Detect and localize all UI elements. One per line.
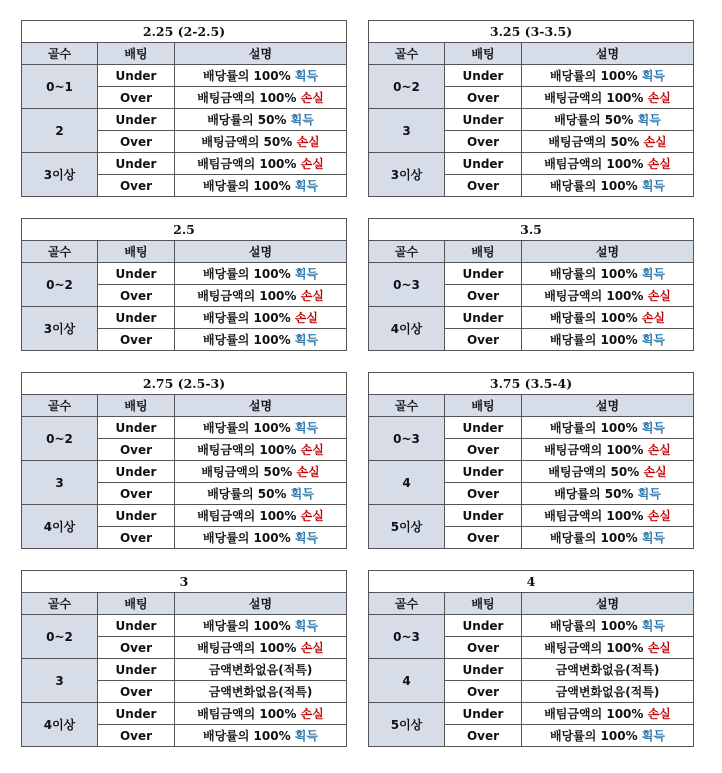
bet-type-cell: Over — [98, 527, 175, 549]
bet-type-cell: Under — [445, 65, 522, 87]
bet-type-cell: Over — [445, 637, 522, 659]
column-header: 배팅 — [98, 241, 175, 263]
loss-label: 손실 — [300, 707, 324, 721]
bet-type-cell: Over — [98, 725, 175, 747]
gain-label: 획득 — [641, 267, 665, 281]
goal-count-cell: 5이상 — [369, 703, 445, 747]
description-cell — [522, 307, 694, 329]
description-text: 배당률의 100% — [203, 333, 295, 347]
bet-type-cell: Over — [445, 131, 522, 153]
description-text: 금액변화없음(적특) — [208, 663, 313, 677]
column-header: 배팅 — [98, 43, 175, 65]
loss-label: 손실 — [300, 91, 324, 105]
description-text: 배팅금액의 50% — [548, 465, 644, 479]
gain-label: 획득 — [290, 487, 314, 501]
description-text: 배당률의 100% — [203, 421, 295, 435]
column-header: 설명 — [175, 241, 347, 263]
description-cell — [522, 417, 694, 439]
description-cell — [522, 483, 694, 505]
description-text: 배당률의 100% — [203, 619, 295, 633]
bet-type-cell: Under — [445, 307, 522, 329]
description-text: 배당률의 100% — [203, 267, 295, 281]
description-cell — [522, 153, 694, 175]
description-cell — [522, 109, 694, 131]
bet-type-cell: Under — [445, 505, 522, 527]
description-text: 배팅금액의 100% — [544, 641, 648, 655]
column-header: 설명 — [522, 241, 694, 263]
gain-label: 획득 — [294, 531, 318, 545]
bet-type-cell: Under — [98, 65, 175, 87]
description-cell — [522, 615, 694, 637]
table-title: 3.25 (3-3.5) — [369, 21, 694, 43]
loss-label: 손실 — [300, 157, 324, 171]
gain-label: 획득 — [294, 267, 318, 281]
loss-label: 손실 — [300, 443, 324, 457]
table-row — [22, 461, 347, 483]
table-row — [22, 153, 347, 175]
gain-label: 획득 — [294, 333, 318, 347]
goal-count-cell: 4이상 — [22, 505, 98, 549]
description-text: 배당률의 100% — [203, 729, 295, 743]
handicap-table — [21, 570, 347, 747]
description-cell — [175, 329, 347, 351]
column-header: 골수 — [22, 43, 98, 65]
bet-type-cell: Under — [445, 703, 522, 725]
loss-label: 손실 — [300, 509, 324, 523]
bet-type-cell: Under — [445, 153, 522, 175]
description-text: 배팅금액의 100% — [197, 641, 301, 655]
bet-type-cell: Under — [98, 109, 175, 131]
table-row — [369, 417, 694, 439]
bet-type-cell: Over — [445, 681, 522, 703]
goal-count-cell: 0~2 — [22, 615, 98, 659]
goal-count-cell: 0~3 — [369, 263, 445, 307]
goal-count-cell: 3이상 — [22, 153, 98, 197]
bet-type-cell: Under — [445, 417, 522, 439]
description-cell — [522, 131, 694, 153]
description-text: 배팅금액의 100% — [544, 91, 648, 105]
table-row — [22, 65, 347, 87]
table-title: 2.5 — [22, 219, 347, 241]
description-cell — [175, 725, 347, 747]
description-text: 배당률의 50% — [554, 113, 638, 127]
description-text: 배당률의 50% — [207, 113, 291, 127]
column-header: 배팅 — [98, 593, 175, 615]
description-cell — [175, 263, 347, 285]
description-cell — [175, 439, 347, 461]
loss-label: 손실 — [296, 135, 320, 149]
bet-type-cell: Over — [98, 285, 175, 307]
description-text: 배팀금액의 100% — [197, 509, 301, 523]
bet-type-cell: Over — [98, 329, 175, 351]
description-cell — [175, 65, 347, 87]
goal-count-cell: 5이상 — [369, 505, 445, 549]
description-text: 금액변화없음(적특) — [555, 685, 660, 699]
column-header: 배팅 — [445, 241, 522, 263]
column-header: 골수 — [369, 241, 445, 263]
bet-type-cell: Under — [98, 615, 175, 637]
description-cell — [175, 153, 347, 175]
gain-label: 획득 — [641, 333, 665, 347]
description-cell — [522, 703, 694, 725]
bet-type-cell: Under — [445, 263, 522, 285]
description-cell — [522, 461, 694, 483]
handicap-table — [368, 372, 694, 549]
bet-type-cell: Over — [98, 131, 175, 153]
bet-type-cell: Over — [98, 483, 175, 505]
gain-label: 획득 — [641, 179, 665, 193]
description-text: 배팀금액의 100% — [544, 509, 648, 523]
goal-count-cell: 3이상 — [369, 153, 445, 197]
bet-type-cell: Under — [98, 263, 175, 285]
gain-label: 획득 — [641, 531, 665, 545]
goal-count-cell: 0~3 — [369, 417, 445, 461]
loss-label: 손실 — [647, 641, 671, 655]
description-cell — [522, 175, 694, 197]
goal-count-cell: 4 — [369, 461, 445, 505]
description-cell — [522, 285, 694, 307]
description-text: 배당률의 100% — [203, 179, 295, 193]
loss-label: 손실 — [296, 465, 320, 479]
description-text: 배당률의 100% — [550, 531, 642, 545]
description-text: 배당률의 100% — [550, 69, 642, 83]
description-text: 배팅금액의 100% — [544, 443, 648, 457]
bet-type-cell: Over — [445, 725, 522, 747]
table-row — [22, 109, 347, 131]
description-text: 배팅금액의 100% — [197, 443, 301, 457]
description-cell — [522, 263, 694, 285]
goal-count-cell: 3 — [369, 109, 445, 153]
loss-label: 손실 — [300, 641, 324, 655]
gain-label: 획득 — [637, 487, 661, 501]
bet-type-cell: Under — [98, 461, 175, 483]
description-cell — [175, 505, 347, 527]
description-text: 배당률의 100% — [550, 421, 642, 435]
bet-type-cell: Under — [445, 109, 522, 131]
gain-label: 획득 — [641, 619, 665, 633]
description-cell — [522, 87, 694, 109]
table-row — [22, 659, 347, 681]
table-row — [22, 263, 347, 285]
description-text: 배팅금액의 100% — [197, 91, 301, 105]
bet-type-cell: Over — [445, 439, 522, 461]
description-cell — [522, 439, 694, 461]
bet-type-cell: Under — [98, 307, 175, 329]
description-text: 배당률의 100% — [550, 179, 642, 193]
description-text: 배당률의 100% — [203, 69, 295, 83]
description-text: 배팅금액의 100% — [197, 289, 301, 303]
description-cell — [522, 681, 694, 703]
goal-count-cell: 0~2 — [22, 263, 98, 307]
bet-type-cell: Over — [98, 439, 175, 461]
gain-label: 획득 — [641, 421, 665, 435]
description-text: 배팅금액의 50% — [201, 465, 297, 479]
column-header: 설명 — [522, 395, 694, 417]
bet-type-cell: Under — [445, 461, 522, 483]
description-cell — [522, 637, 694, 659]
description-text: 배팀금액의 100% — [197, 707, 301, 721]
loss-label: 손실 — [647, 91, 671, 105]
description-text: 배당률의 100% — [203, 311, 295, 325]
bet-type-cell: Under — [98, 659, 175, 681]
description-cell — [175, 175, 347, 197]
column-header: 설명 — [522, 43, 694, 65]
description-cell — [522, 659, 694, 681]
table-row — [369, 615, 694, 637]
description-cell — [175, 615, 347, 637]
gain-label: 획득 — [641, 69, 665, 83]
goal-count-cell: 3이상 — [22, 307, 98, 351]
loss-label: 손실 — [641, 311, 665, 325]
column-header: 골수 — [369, 395, 445, 417]
goal-count-cell: 0~2 — [369, 65, 445, 109]
loss-label: 손실 — [643, 465, 667, 479]
goal-count-cell: 4이상 — [369, 307, 445, 351]
description-text: 금액변화없음(적특) — [555, 663, 660, 677]
handicap-table — [368, 20, 694, 197]
goal-count-cell: 4 — [369, 659, 445, 703]
goal-count-cell: 0~1 — [22, 65, 98, 109]
description-cell — [175, 461, 347, 483]
bet-type-cell: Over — [445, 175, 522, 197]
table-row — [369, 703, 694, 725]
description-cell — [175, 131, 347, 153]
bet-type-cell: Over — [445, 285, 522, 307]
column-header: 설명 — [175, 593, 347, 615]
handicap-table — [21, 20, 347, 197]
column-header: 골수 — [369, 43, 445, 65]
table-row — [22, 307, 347, 329]
gain-label: 획득 — [294, 729, 318, 743]
description-cell — [175, 417, 347, 439]
loss-label: 손실 — [647, 443, 671, 457]
bet-type-cell: Under — [98, 703, 175, 725]
description-cell — [175, 307, 347, 329]
handicap-table — [21, 218, 347, 351]
description-text: 배당률의 50% — [207, 487, 291, 501]
goal-count-cell: 3 — [22, 461, 98, 505]
table-row — [22, 703, 347, 725]
description-text: 배팀금액의 100% — [544, 157, 648, 171]
bet-type-cell: Under — [98, 505, 175, 527]
description-cell — [175, 703, 347, 725]
gain-label: 획득 — [637, 113, 661, 127]
table-row — [369, 461, 694, 483]
loss-label: 손실 — [643, 135, 667, 149]
table-title: 2.75 (2.5-3) — [22, 373, 347, 395]
table-row — [369, 659, 694, 681]
gain-label: 획득 — [294, 69, 318, 83]
table-row — [369, 307, 694, 329]
description-cell — [522, 527, 694, 549]
description-cell — [175, 109, 347, 131]
column-header: 배팅 — [445, 395, 522, 417]
description-text: 배팀금액의 100% — [544, 707, 648, 721]
table-title: 3.5 — [369, 219, 694, 241]
bet-type-cell: Over — [445, 527, 522, 549]
column-header: 골수 — [369, 593, 445, 615]
column-header: 설명 — [175, 43, 347, 65]
column-header: 설명 — [522, 593, 694, 615]
description-cell — [522, 65, 694, 87]
description-text: 배당률의 50% — [554, 487, 638, 501]
description-cell — [522, 329, 694, 351]
goal-count-cell: 0~3 — [369, 615, 445, 659]
gain-label: 획득 — [290, 113, 314, 127]
description-text: 배당률의 100% — [550, 267, 642, 281]
goal-count-cell: 4이상 — [22, 703, 98, 747]
table-title: 2.25 (2-2.5) — [22, 21, 347, 43]
description-text: 배팅금액의 100% — [544, 289, 648, 303]
bet-type-cell: Under — [98, 417, 175, 439]
bet-type-cell: Over — [445, 329, 522, 351]
description-cell — [175, 285, 347, 307]
column-header: 골수 — [22, 241, 98, 263]
column-header: 골수 — [22, 593, 98, 615]
table-row — [369, 109, 694, 131]
table-title: 4 — [369, 571, 694, 593]
loss-label: 손실 — [647, 707, 671, 721]
bet-type-cell: Under — [445, 659, 522, 681]
description-cell — [175, 483, 347, 505]
table-row — [22, 417, 347, 439]
handicap-table — [368, 218, 694, 351]
bet-type-cell: Under — [445, 615, 522, 637]
bet-type-cell: Over — [98, 175, 175, 197]
table-title: 3.75 (3.5-4) — [369, 373, 694, 395]
description-text: 배당률의 100% — [203, 531, 295, 545]
goal-count-cell: 0~2 — [22, 417, 98, 461]
loss-label: 손실 — [294, 311, 318, 325]
gain-label: 획득 — [641, 729, 665, 743]
bet-type-cell: Over — [445, 483, 522, 505]
table-row — [22, 505, 347, 527]
gain-label: 획득 — [294, 179, 318, 193]
bet-type-cell: Over — [445, 87, 522, 109]
gain-label: 획득 — [294, 421, 318, 435]
table-row — [369, 505, 694, 527]
handicap-table — [21, 372, 347, 549]
column-header: 골수 — [22, 395, 98, 417]
description-cell — [522, 725, 694, 747]
table-row — [22, 615, 347, 637]
bet-type-cell: Under — [98, 153, 175, 175]
loss-label: 손실 — [647, 289, 671, 303]
description-cell — [175, 87, 347, 109]
goal-count-cell: 2 — [22, 109, 98, 153]
table-row — [369, 153, 694, 175]
column-header: 배팅 — [445, 593, 522, 615]
column-header: 설명 — [175, 395, 347, 417]
bet-type-cell: Over — [98, 637, 175, 659]
description-text: 배팅금액의 50% — [548, 135, 644, 149]
column-header: 배팅 — [445, 43, 522, 65]
description-text: 배당률의 100% — [550, 619, 642, 633]
description-text: 배당률의 100% — [550, 311, 642, 325]
bet-type-cell: Over — [98, 681, 175, 703]
description-text: 금액변화없음(적특) — [208, 685, 313, 699]
goal-count-cell: 3 — [22, 659, 98, 703]
description-text: 배당률의 100% — [550, 729, 642, 743]
table-title: 3 — [22, 571, 347, 593]
column-header: 배팅 — [98, 395, 175, 417]
description-cell — [175, 681, 347, 703]
loss-label: 손실 — [647, 157, 671, 171]
description-cell — [175, 527, 347, 549]
description-cell — [175, 659, 347, 681]
description-cell — [175, 637, 347, 659]
description-text: 배팀금액의 100% — [197, 157, 301, 171]
loss-label: 손실 — [300, 289, 324, 303]
description-cell — [522, 505, 694, 527]
description-text: 배팅금액의 50% — [201, 135, 297, 149]
bet-type-cell: Over — [98, 87, 175, 109]
handicap-table — [368, 570, 694, 747]
gain-label: 획득 — [294, 619, 318, 633]
table-row — [369, 65, 694, 87]
description-text: 배당률의 100% — [550, 333, 642, 347]
table-row — [369, 263, 694, 285]
loss-label: 손실 — [647, 509, 671, 523]
